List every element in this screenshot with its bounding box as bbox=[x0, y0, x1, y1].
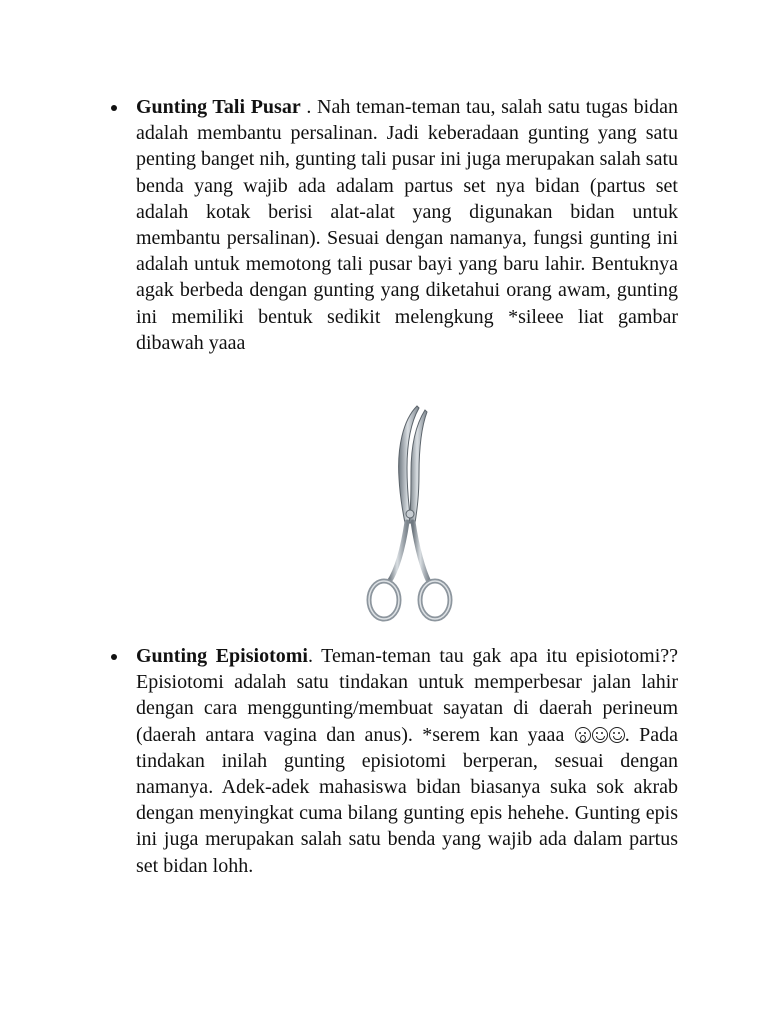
list-item-gunting-tali-pusar bbox=[136, 94, 678, 356]
item-text: . Teman-teman tau gak apa itu episiotomi?? Episiotomi adalah satu tindakan untuk memperbesar jalan lahir dengan cara menggunting/membuat sayatan di daerah perineum (daerah antara vagina dan anus). *serem kan yaaa bbox=[136, 645, 678, 746]
scissors-figure bbox=[136, 398, 678, 626]
curved-umbilical-scissors-icon bbox=[337, 398, 477, 626]
bullet-icon bbox=[111, 654, 117, 660]
bullet-icon bbox=[111, 105, 117, 111]
face-screaming-icon bbox=[575, 727, 591, 743]
grinning-face-icon bbox=[592, 727, 608, 743]
item-term: Gunting Episiotomi bbox=[136, 645, 308, 667]
grinning-face-icon bbox=[609, 727, 625, 743]
list-item-gunting-episiotomi bbox=[136, 643, 678, 879]
item-text-after-emoji: . Pada tindakan inilah gunting episiotomi berperan, sesuai dengan namanya. Adek-adek mahasiswa bidan biasanya suka sok akrab dengan menyingkat cuma bilang gunting epis hehehe. Gunting epis ini juga merupakan salah satu benda yang wajib ada dalam partus set bidan lohh. bbox=[136, 723, 678, 877]
item-term: Gunting Tali Pusar bbox=[136, 96, 301, 118]
item-text: . Nah teman-teman tau, salah satu tugas bidan adalah membantu persalinan. Jadi keberadaan gunting yang satu penting banget nih, gunting tali pusar ini juga merupakan salah satu benda yang wajib ada adalam partus set nya bidan (partus set adalah kotak berisi alat-alat yang digunakan bidan untuk membantu persalinan). Sesuai dengan namanya, fungsi gunting ini adalah untuk memotong tali pusar bayi yang baru lahir. Bentuknya agak berbeda dengan gunting yang diketahui orang awam, gunting ini memiliki bentuk sedikit melengkung *sileee liat gambar dibawah yaaa bbox=[136, 96, 678, 354]
